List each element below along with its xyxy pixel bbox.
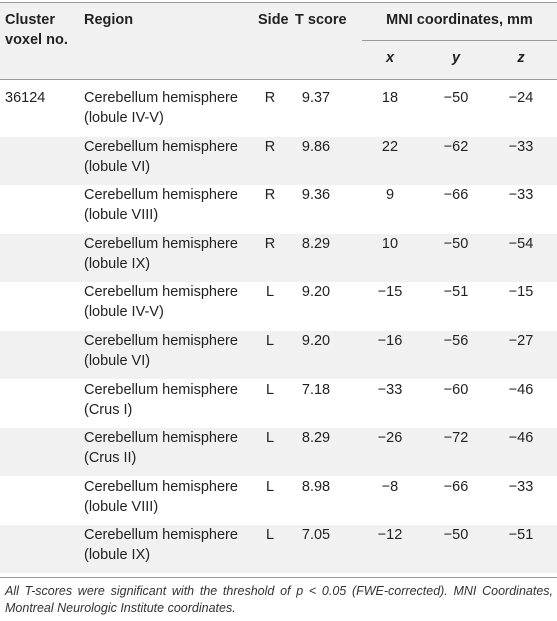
- cell-region: Cerebellum hemisphere (lobule IV-V): [84, 90, 238, 126]
- cell-x: −8: [381, 478, 399, 495]
- header-mni-coordinates: MNI coordinates, mm: [386, 12, 533, 28]
- header-t-score: T score: [295, 12, 347, 28]
- cell-tscore: 8.98: [301, 478, 331, 495]
- cell-tscore: 9.20: [301, 284, 331, 301]
- header-side: Side: [258, 12, 289, 28]
- cell-x: 9: [385, 187, 395, 204]
- table-bottom-rule: [0, 577, 557, 578]
- cell-side: R: [264, 187, 276, 204]
- cell-z: −46: [508, 430, 534, 447]
- cell-z: −33: [508, 187, 534, 204]
- cell-region: Cerebellum hemisphere (Crus II): [84, 430, 238, 467]
- cell-x: −26: [377, 430, 403, 447]
- table-top-rule: [0, 2, 557, 3]
- cell-side: L: [265, 430, 275, 447]
- table-footnote: All T-scores were significant with the threshold of p < 0.05 (FWE-corrected). MNI Coordinates, Montreal Neurologic Institute coordinates.: [5, 584, 553, 615]
- cell-y: −50: [443, 527, 469, 544]
- cell-side: L: [265, 381, 275, 398]
- table-row: [0, 477, 557, 525]
- cell-y: −50: [443, 235, 469, 252]
- cell-side: R: [264, 235, 276, 252]
- cell-region: Cerebellum hemisphere (lobule VIII): [84, 187, 238, 224]
- cell-z: −24: [508, 90, 534, 106]
- cell-x: 10: [381, 235, 399, 252]
- cell-z: −27: [508, 333, 534, 349]
- cell-tscore: 9.37: [301, 90, 331, 106]
- cell-cluster: 36124: [5, 90, 46, 106]
- table-row: [0, 380, 557, 428]
- cell-tscore: 7.18: [301, 381, 331, 398]
- cell-y: −50: [443, 90, 469, 106]
- header-x-coordinate: x: [385, 50, 395, 66]
- cell-tscore: 9.36: [301, 187, 331, 204]
- cell-y: −51: [443, 284, 469, 301]
- mni-subheader-rule: [362, 40, 557, 41]
- cell-x: 18: [381, 90, 399, 106]
- cell-region: Cerebellum hemisphere (lobule VI): [84, 333, 238, 369]
- table-row: [0, 428, 557, 476]
- cell-z: −33: [508, 478, 534, 495]
- cell-z: −15: [508, 284, 534, 301]
- cell-tscore: 7.05: [301, 527, 331, 544]
- table-row: [0, 185, 557, 233]
- table-row: [0, 282, 557, 330]
- table-row: [0, 331, 557, 379]
- cell-x: −15: [377, 284, 403, 301]
- table-header-rule: [0, 79, 557, 80]
- cell-tscore: 8.29: [301, 430, 331, 447]
- cell-y: −66: [443, 478, 469, 495]
- cell-x: 22: [381, 138, 399, 155]
- cell-side: R: [264, 138, 276, 155]
- header-z-coordinate: z: [517, 50, 525, 66]
- cell-region: Cerebellum hemisphere (lobule IX): [84, 235, 238, 272]
- cell-z: −46: [508, 381, 534, 398]
- cell-tscore: 9.20: [301, 333, 331, 349]
- cell-x: −33: [377, 381, 403, 398]
- cell-z: −33: [508, 138, 534, 155]
- cell-y: −60: [443, 381, 469, 398]
- cell-region: Cerebellum hemisphere (lobule IX): [84, 527, 238, 564]
- cell-tscore: 8.29: [301, 235, 331, 252]
- table-row: [0, 88, 557, 136]
- cell-side: R: [264, 90, 276, 106]
- cell-side: L: [265, 284, 275, 301]
- cell-y: −66: [443, 187, 469, 204]
- cell-region: Cerebellum hemisphere (lobule IV-V): [84, 284, 238, 321]
- table-row: [0, 137, 557, 185]
- cell-region: Cerebellum hemisphere (Crus I): [84, 381, 238, 418]
- cell-z: −54: [508, 235, 534, 252]
- cell-side: L: [265, 478, 275, 495]
- cell-x: −12: [377, 527, 403, 544]
- cell-tscore: 9.86: [301, 138, 331, 155]
- cell-region: Cerebellum hemisphere (lobule VI): [84, 138, 238, 175]
- header-y-coordinate: y: [451, 50, 461, 66]
- cell-z: −51: [508, 527, 534, 544]
- cell-side: L: [265, 333, 275, 349]
- cell-x: −16: [377, 333, 403, 349]
- table-row: [0, 234, 557, 282]
- cell-side: L: [265, 527, 275, 544]
- header-region: Region: [84, 12, 134, 28]
- cell-y: −72: [443, 430, 469, 447]
- cell-y: −56: [443, 333, 469, 349]
- cell-region: Cerebellum hemisphere (lobule VIII): [84, 478, 238, 515]
- header-cluster-voxel: Cluster voxel no.: [5, 12, 68, 48]
- table-row: [0, 525, 557, 573]
- cell-y: −62: [443, 138, 469, 155]
